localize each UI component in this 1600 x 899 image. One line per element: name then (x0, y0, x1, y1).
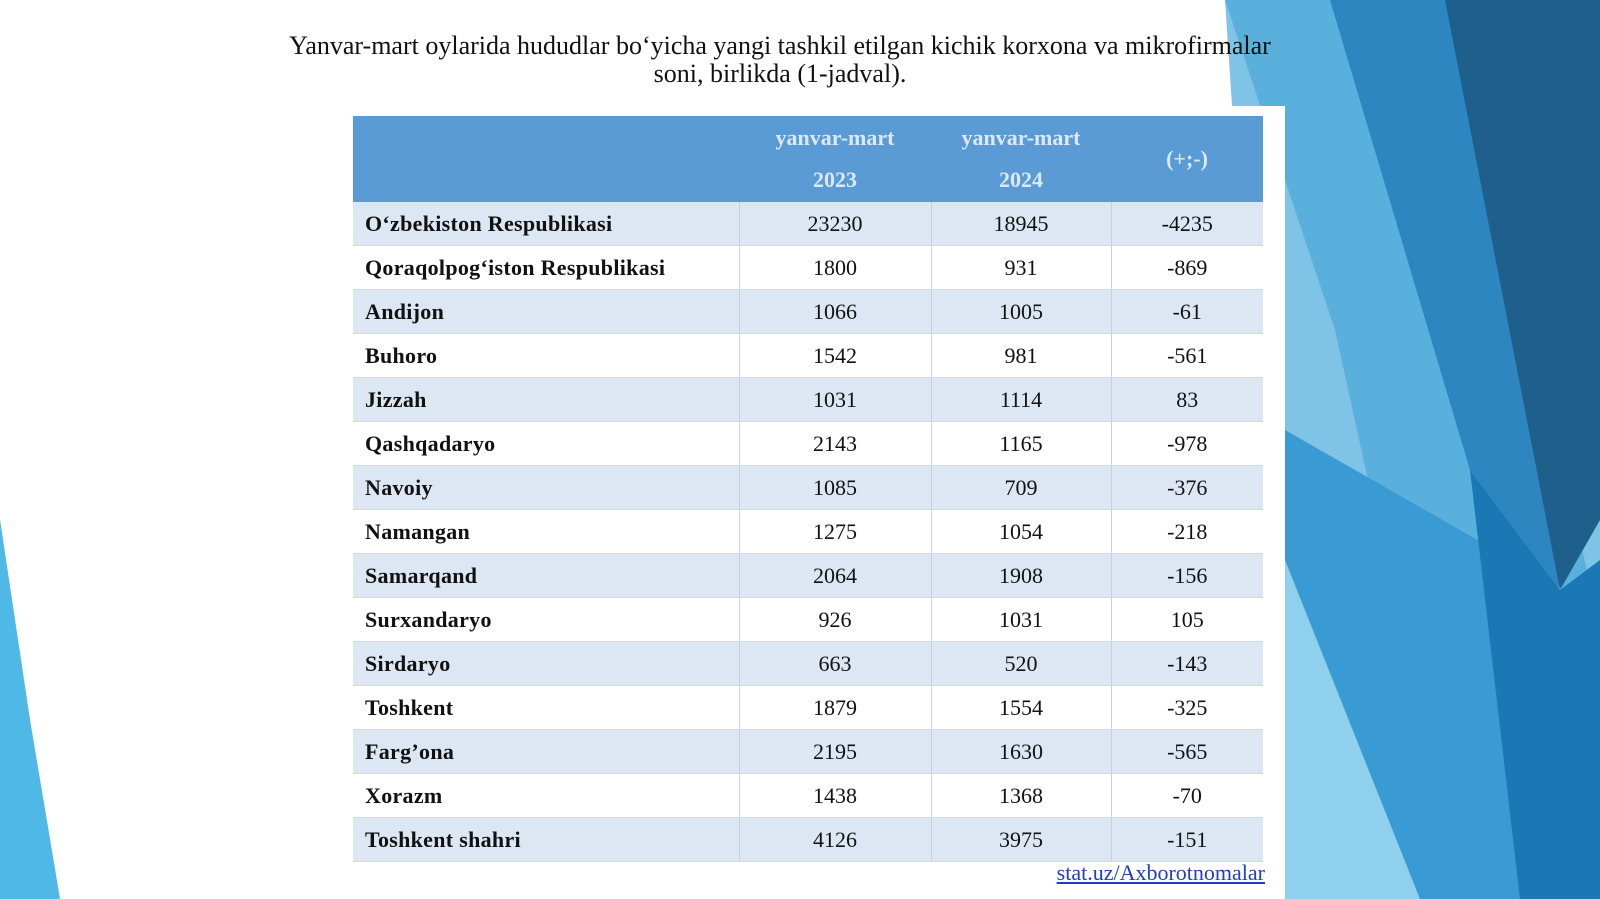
region-cell: Jizzah (353, 378, 739, 422)
region-cell: Andijon (353, 290, 739, 334)
value-2023-cell: 2195 (739, 730, 931, 774)
diff-cell: -376 (1111, 466, 1263, 510)
region-cell: Farg’ona (353, 730, 739, 774)
region-cell: Toshkent shahri (353, 818, 739, 862)
diff-cell: -978 (1111, 422, 1263, 466)
diff-cell: -561 (1111, 334, 1263, 378)
header-2024-line1: yanvar-mart (961, 125, 1081, 150)
diff-cell: -325 (1111, 686, 1263, 730)
value-2024-cell: 1005 (931, 290, 1111, 334)
header-2024-line2: 2024 (999, 167, 1043, 192)
value-2023-cell: 1085 (739, 466, 931, 510)
region-cell: Surxandaryo (353, 598, 739, 642)
value-2024-cell: 3975 (931, 818, 1111, 862)
value-2023-cell: 1542 (739, 334, 931, 378)
source-link[interactable]: stat.uz/Axborotnomalar (1056, 860, 1265, 885)
header-region (353, 116, 739, 202)
value-2023-cell: 926 (739, 598, 931, 642)
page-title (220, 32, 1340, 88)
diff-cell: 83 (1111, 378, 1263, 422)
table-row (353, 818, 1263, 862)
value-2024-cell: 1554 (931, 686, 1111, 730)
table-row (353, 202, 1263, 246)
table-row (353, 686, 1263, 730)
value-2024-cell: 18945 (931, 202, 1111, 246)
table-row (353, 466, 1263, 510)
header-diff (1111, 116, 1263, 202)
region-cell: Qoraqolpog‘iston Respublikasi (353, 246, 739, 290)
header-diff-line1: (+;-) (1166, 146, 1208, 171)
value-2024-cell: 1368 (931, 774, 1111, 818)
table-row (353, 290, 1263, 334)
diff-cell: -869 (1111, 246, 1263, 290)
diff-cell: 105 (1111, 598, 1263, 642)
value-2024-cell: 1031 (931, 598, 1111, 642)
header-2023-line2: 2023 (813, 167, 857, 192)
value-2023-cell: 23230 (739, 202, 931, 246)
regions-table (353, 116, 1263, 862)
diff-cell: -565 (1111, 730, 1263, 774)
table-row (353, 730, 1263, 774)
table-row (353, 378, 1263, 422)
value-2024-cell: 1114 (931, 378, 1111, 422)
table-row (353, 598, 1263, 642)
region-cell: Buhoro (353, 334, 739, 378)
value-2023-cell: 4126 (739, 818, 931, 862)
diff-cell: -156 (1111, 554, 1263, 598)
header-2023-line1: yanvar-mart (775, 125, 895, 150)
table-row (353, 554, 1263, 598)
region-cell: Sirdaryo (353, 642, 739, 686)
table-row (353, 510, 1263, 554)
table-header-row (353, 116, 1263, 202)
value-2023-cell: 1438 (739, 774, 931, 818)
table-row (353, 422, 1263, 466)
header-2024 (931, 116, 1111, 202)
value-2023-cell: 663 (739, 642, 931, 686)
table-row (353, 642, 1263, 686)
table-row (353, 774, 1263, 818)
value-2024-cell: 931 (931, 246, 1111, 290)
header-2023 (739, 116, 931, 202)
region-cell: Samarqand (353, 554, 739, 598)
value-2023-cell: 2143 (739, 422, 931, 466)
value-2023-cell: 2064 (739, 554, 931, 598)
value-2024-cell: 709 (931, 466, 1111, 510)
diff-cell: -70 (1111, 774, 1263, 818)
value-2024-cell: 1630 (931, 730, 1111, 774)
title-line-1: Yanvar-mart oylarida hududlar bo‘yicha yangi tashkil etilgan kichik korxona va mikrofirmalar (289, 31, 1271, 60)
value-2023-cell: 1275 (739, 510, 931, 554)
table-row (353, 334, 1263, 378)
diff-cell: -218 (1111, 510, 1263, 554)
value-2023-cell: 1031 (739, 378, 931, 422)
region-cell: Toshkent (353, 686, 739, 730)
region-cell: Namangan (353, 510, 739, 554)
diff-cell: -61 (1111, 290, 1263, 334)
region-cell: Xorazm (353, 774, 739, 818)
region-cell: Qashqadaryo (353, 422, 739, 466)
title-line-2: soni, birlikda (1-jadval). (653, 59, 907, 88)
value-2024-cell: 1908 (931, 554, 1111, 598)
region-cell: Navoiy (353, 466, 739, 510)
value-2023-cell: 1800 (739, 246, 931, 290)
diff-cell: -143 (1111, 642, 1263, 686)
value-2024-cell: 1165 (931, 422, 1111, 466)
value-2024-cell: 1054 (931, 510, 1111, 554)
value-2024-cell: 520 (931, 642, 1111, 686)
region-cell: O‘zbekiston Respublikasi (353, 202, 739, 246)
diff-cell: -151 (1111, 818, 1263, 862)
value-2023-cell: 1879 (739, 686, 931, 730)
value-2023-cell: 1066 (739, 290, 931, 334)
diff-cell: -4235 (1111, 202, 1263, 246)
value-2024-cell: 981 (931, 334, 1111, 378)
table-row (353, 246, 1263, 290)
